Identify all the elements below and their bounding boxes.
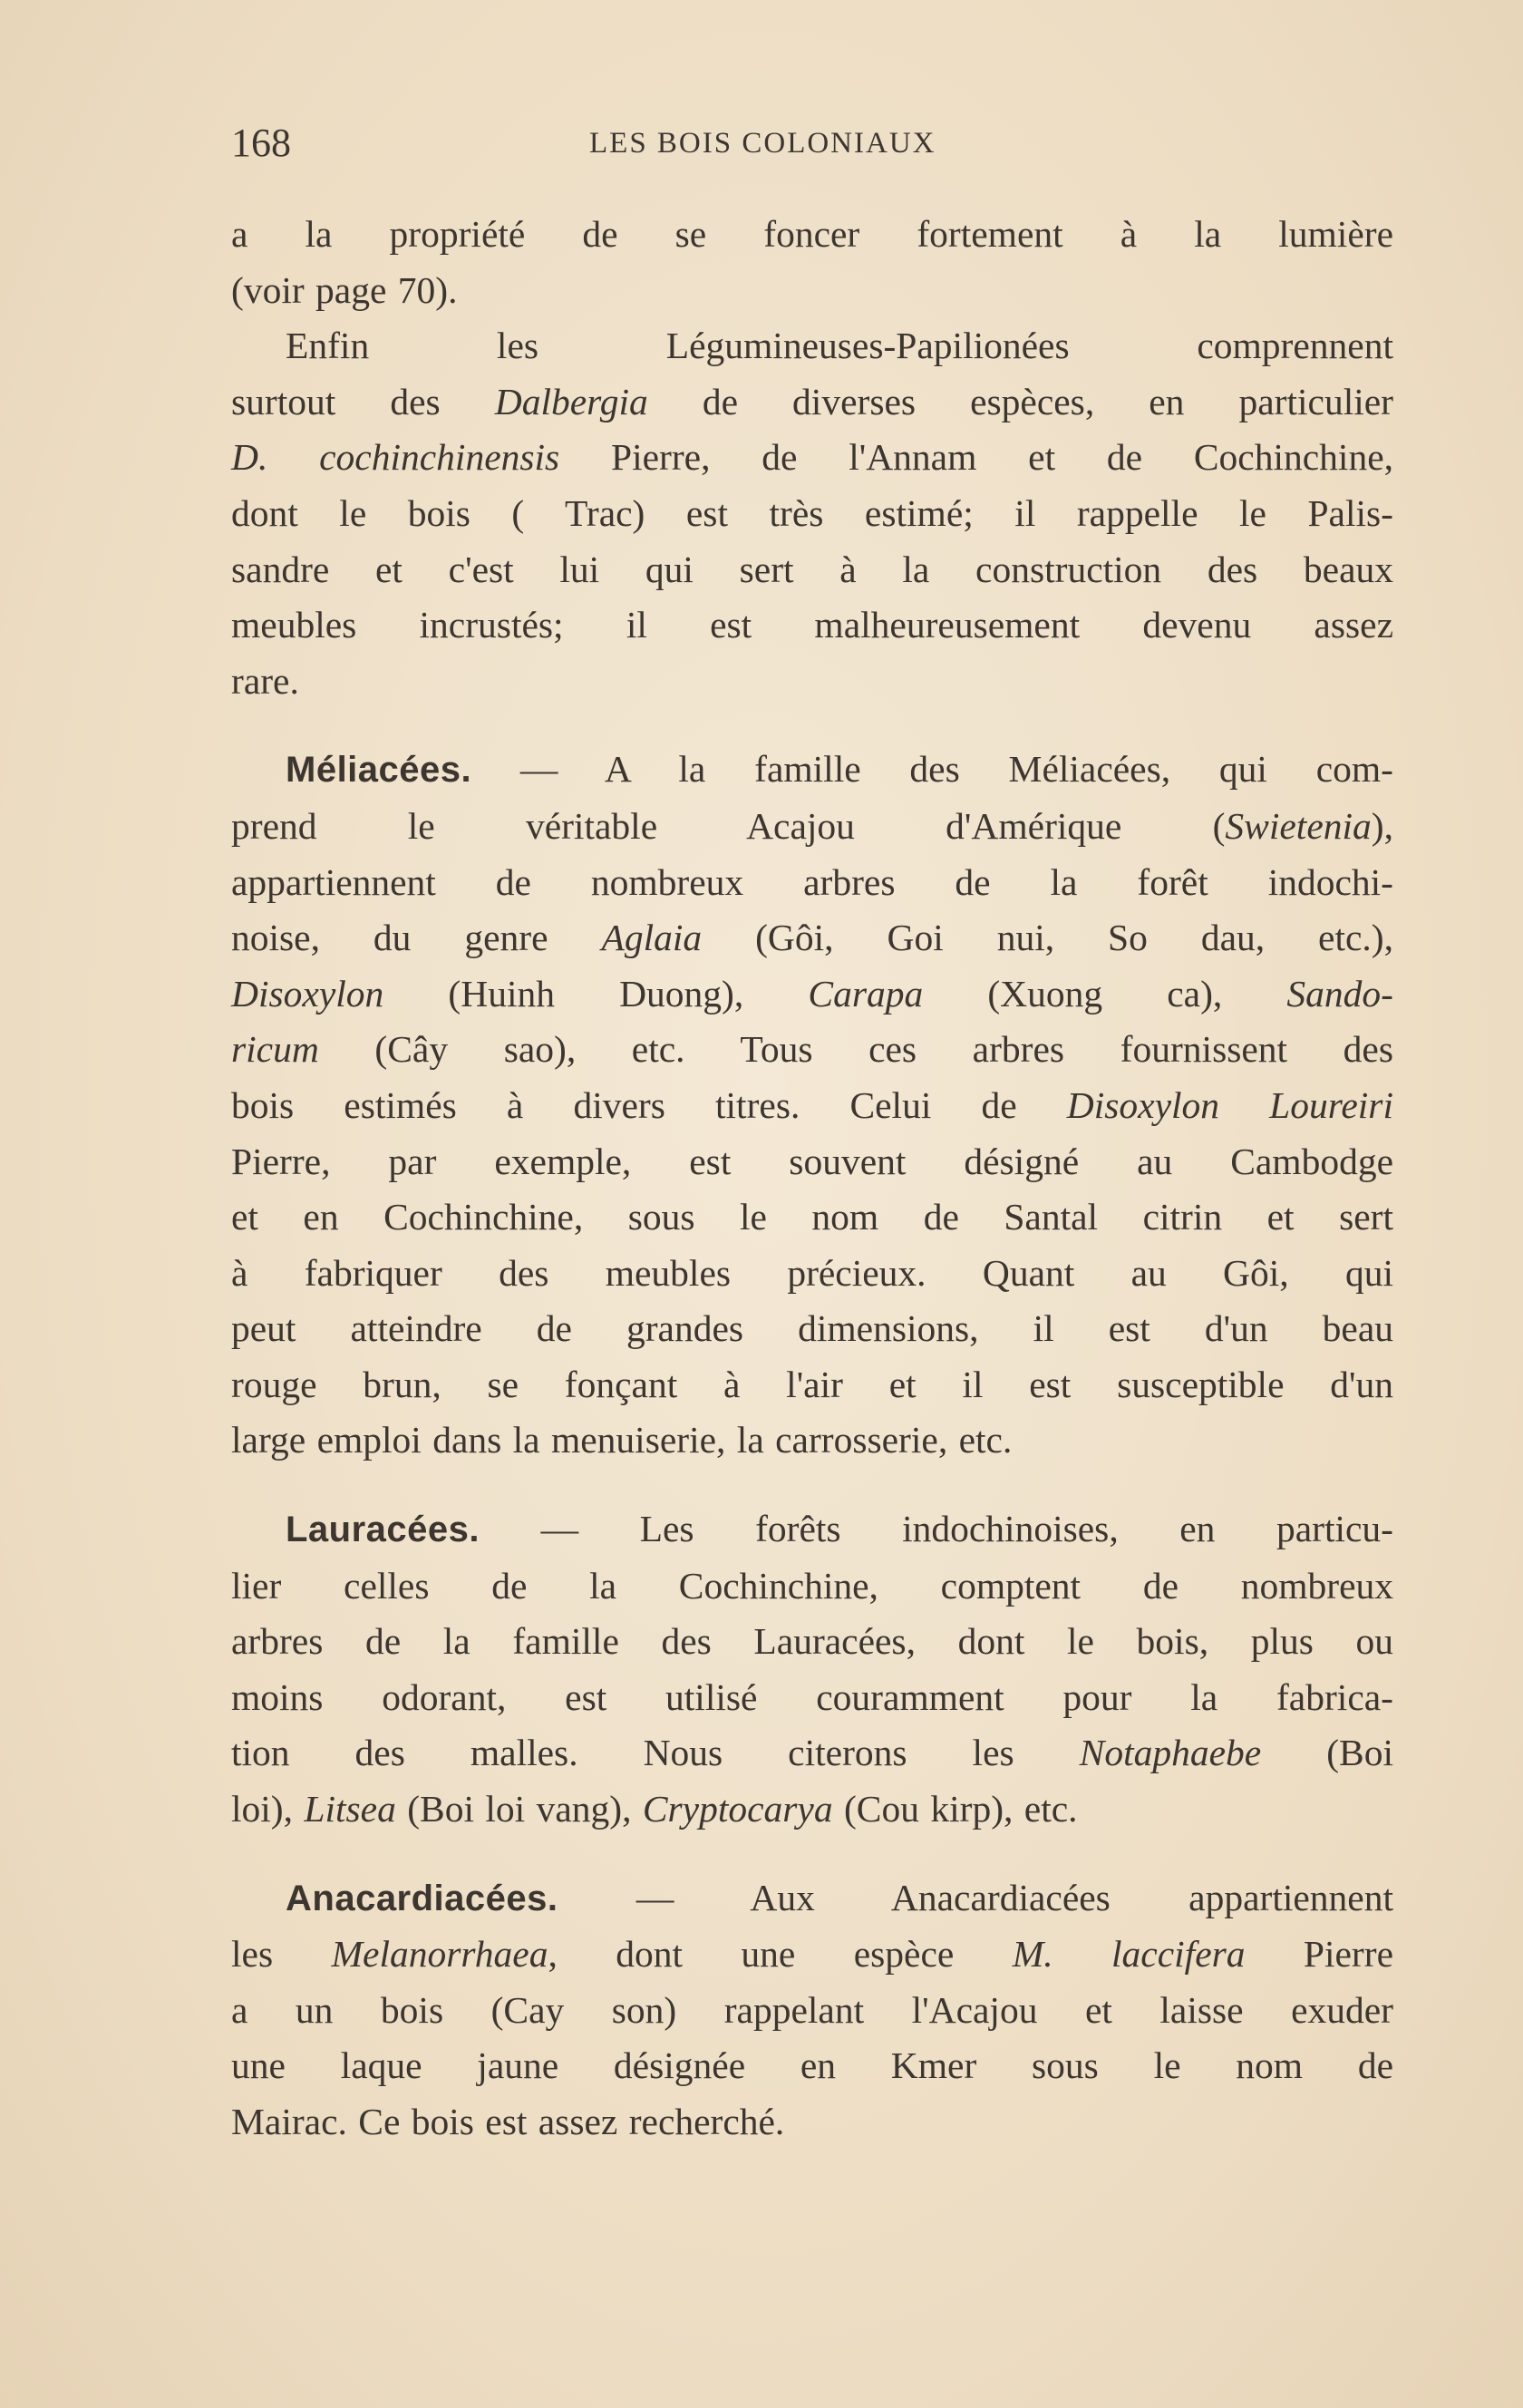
text-line: noise, du genre Aglaia (Gôi, Goi nui, So dau, etc.), xyxy=(231,917,1393,959)
text-line: peut atteindre de grandes dimensions, il est d'un beau xyxy=(231,1307,1393,1350)
text-line: meubles incrustés; il est malheureusement devenu assez xyxy=(231,604,1393,646)
page-number: 168 xyxy=(231,121,291,165)
italic-term: M. laccifera xyxy=(1012,1933,1246,1976)
italic-term: Disoxylon Loureiri xyxy=(1066,1083,1393,1126)
italic-term: Aglaia xyxy=(601,917,703,959)
text-line: arbres de la famille des Lauracées, dont le bois, plus ou xyxy=(231,1620,1393,1663)
paragraph-lauracees xyxy=(231,1501,1393,1838)
text-line: Anacardiacées. — Aux Anacardiacées appartiennent xyxy=(286,1876,1393,1918)
text-line: rare. xyxy=(231,659,299,702)
page-header xyxy=(231,120,1392,174)
italic-term: Disoxylon xyxy=(231,972,384,1015)
italic-term: D. cochinchinensis xyxy=(231,436,560,479)
text-line: large emploi dans la menuiserie, la carrosserie, etc. xyxy=(231,1419,1013,1461)
text-line: rouge brun, se fonçant à l'air et il est susceptible d'un xyxy=(231,1363,1393,1405)
paragraph-meliacees xyxy=(231,742,1393,1469)
section-lauracees xyxy=(231,1501,1393,1838)
text-line: moins odorant, est utilisé couramment pour la fabrica- xyxy=(231,1675,1393,1718)
text-line: Lauracées. — Les forêts indochinoises, en particu- xyxy=(286,1508,1393,1550)
text-line: surtout des Dalbergia de diverses espèces, en particulier xyxy=(231,380,1394,422)
section-meliacees xyxy=(231,742,1393,1469)
section-heading: Méliacées. xyxy=(286,750,472,791)
text-line: Enfin les Légumineuses-Papilionées comprennent xyxy=(286,325,1393,367)
paragraph-anacardiacees xyxy=(231,1870,1393,2151)
italic-term: Swietenia xyxy=(1225,804,1372,847)
italic-term: Notaphaebe xyxy=(1079,1732,1262,1774)
italic-term: Litsea xyxy=(304,1788,396,1830)
italic-term: Melanorrhaea xyxy=(331,1933,548,1976)
text-line: et en Cochinchine, sous le nom de Santal citrin et sert xyxy=(231,1196,1393,1238)
text-line: une laque jaune désignée en Kmer sous le nom de xyxy=(231,2044,1393,2087)
text-line: (voir page 70). xyxy=(231,268,458,311)
text-line: loi), Litsea (Boi loi vang), Cryptocarya (Cou kirp), etc. xyxy=(231,1788,1078,1830)
text-line: Pierre, par exemple, est souvent désigné au Cambodge xyxy=(231,1140,1393,1182)
text-line: prend le véritable Acajou d'Amérique (Swietenia), xyxy=(231,804,1393,847)
text-line: bois estimés à divers titres. Celui de Disoxylon Loureiri xyxy=(231,1083,1393,1126)
text-line: les Melanorrhaea, dont une espèce M. laccifera Pierre xyxy=(231,1933,1393,1976)
text-line: Disoxylon (Huinh Duong), Carapa (Xuong ca), Sando- xyxy=(231,972,1393,1015)
text-line: a la propriété de se foncer fortement à la lumière xyxy=(231,213,1393,255)
section-heading: Lauracées. xyxy=(286,1510,480,1550)
text-line: tion des malles. Nous citerons les Notaphaebe (Boi xyxy=(231,1732,1393,1774)
body-text xyxy=(231,207,1393,2151)
paragraph-legumineuses xyxy=(231,318,1393,709)
running-title: LES BOIS COLONIAUX xyxy=(589,127,936,160)
text-line: Mairac. Ce bois est assez recherché. xyxy=(231,2101,785,2142)
section-heading: Anacardiacées. xyxy=(286,1878,558,1918)
text-line: ricum (Cây sao), etc. Tous ces arbres fournissent des xyxy=(231,1028,1393,1071)
italic-term: Carapa xyxy=(808,972,924,1015)
text-line: appartiennent de nombreux arbres de la forêt indochi- xyxy=(231,860,1393,903)
italic-term: Dalbergia xyxy=(494,380,648,422)
text-line: Méliacées. — A la famille des Méliacées, qui com- xyxy=(286,748,1393,791)
text-line: dont le bois ( Trac) est très estimé; il rappelle le Palis- xyxy=(231,491,1393,534)
text-line: D. cochinchinensis Pierre, de l'Annam et de Cochinchine, xyxy=(231,436,1393,479)
text-line: lier celles de la Cochinchine, comptent de nombreux xyxy=(231,1564,1393,1607)
italic-term: Cryptocarya xyxy=(642,1788,833,1830)
section-anacardiacees xyxy=(231,1870,1393,2151)
text-line: a un bois (Cay son) rappelant l'Acajou et laisse exuder xyxy=(231,1988,1393,2031)
text-line: à fabriquer des meubles précieux. Quant au Gôi, qui xyxy=(231,1251,1393,1294)
text-line: sandre et c'est lui qui sert à la construction des beaux xyxy=(231,548,1393,590)
italic-term: Sando- xyxy=(1286,972,1393,1015)
italic-term: ricum xyxy=(231,1028,319,1071)
paragraph-continuation xyxy=(231,207,1393,318)
